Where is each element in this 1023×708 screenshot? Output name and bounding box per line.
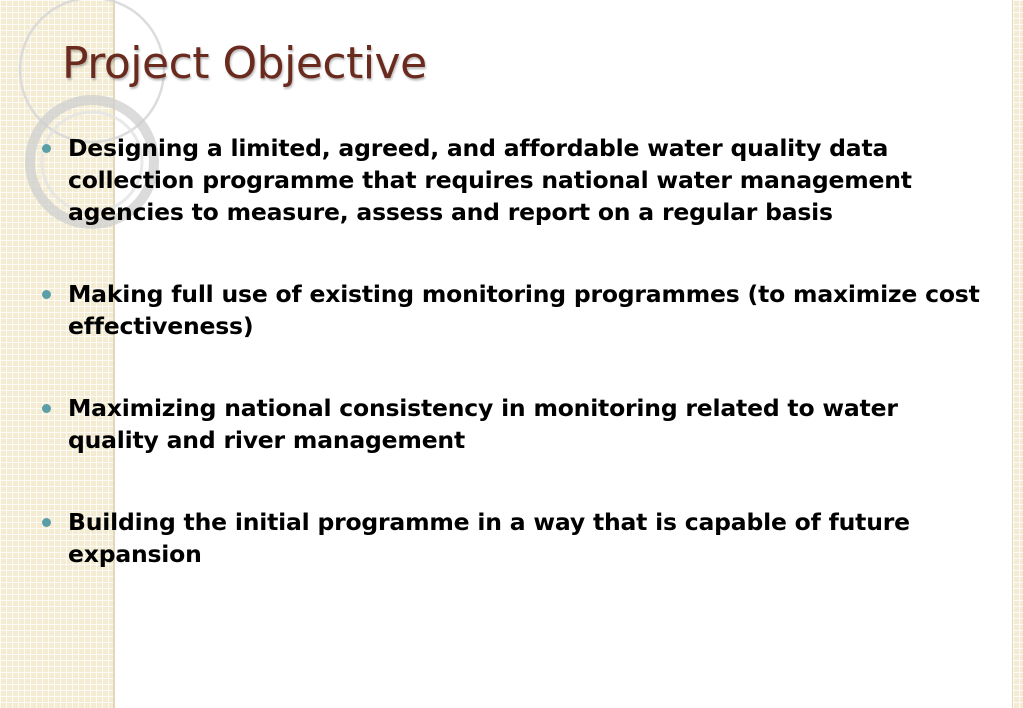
list-item [40,132,990,228]
bullet-list [40,132,990,570]
page-title: Project Objective [62,38,427,89]
bullet-icon [42,144,51,153]
bullet-icon [42,518,51,527]
bullet-icon [42,404,51,413]
bullet-text: Building the initial programme in a way that is capable of future expansion [68,508,910,568]
bullet-text: Maximizing national consistency in monitoring related to water quality and river management [68,394,898,454]
list-item [40,506,990,570]
list-item [40,278,990,342]
bullet-text: Making full use of existing monitoring programmes (to maximize cost effectiveness) [68,280,980,340]
list-item [40,392,990,456]
right-pattern-strip [1012,0,1023,708]
bullet-text: Designing a limited, agreed, and affordable water quality data collection programme that requires national water management agencies to measure, assess and report on a regular basis [68,134,912,226]
bullet-icon [42,290,51,299]
